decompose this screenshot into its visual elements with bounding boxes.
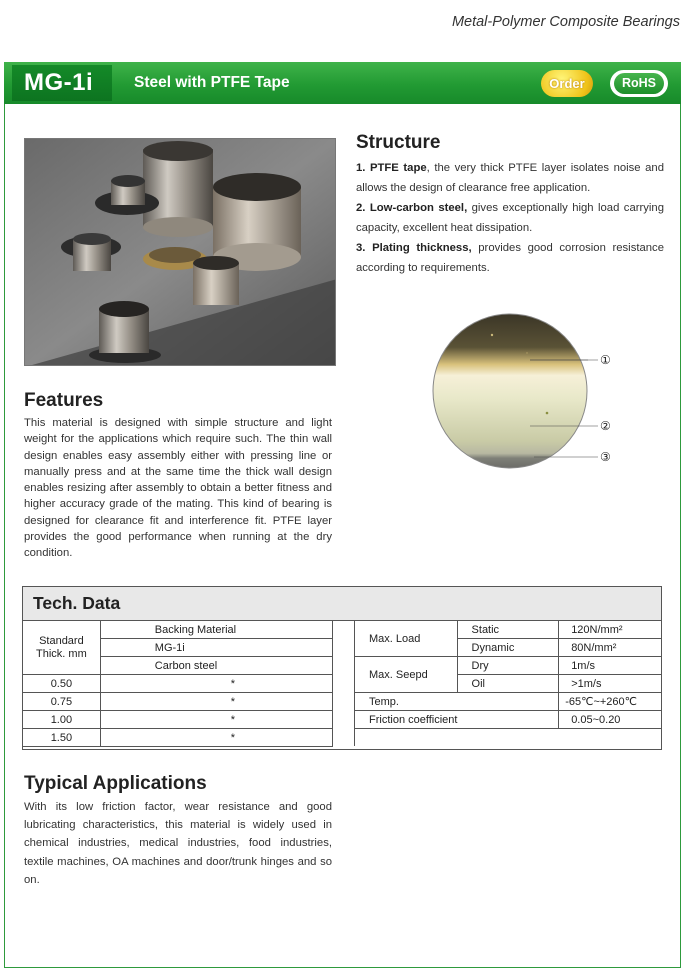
table-row bbox=[23, 711, 333, 729]
thickness-value: 0.50 bbox=[23, 675, 101, 693]
structure-item-lead: 1. PTFE tape bbox=[356, 162, 427, 174]
static-label: Static bbox=[457, 621, 559, 639]
table-row bbox=[23, 693, 333, 711]
properties-table bbox=[354, 620, 662, 746]
structure-item-text: provides good corrosion resistance according to requirements. bbox=[356, 242, 664, 274]
temp-value: -65℃~+260℃ bbox=[559, 693, 662, 711]
layer-marker-1: ① bbox=[600, 353, 611, 367]
catalog-title: Metal-Polymer Composite Bearings bbox=[451, 14, 680, 30]
product-photo bbox=[24, 138, 336, 366]
features-title: Features bbox=[24, 390, 104, 411]
applications-text: With its low friction factor, wear resistance and good lubricating characteristics, this material is widely used in chemical industries, medical industries, food industries, textile machines, OA machines and door/trunk hinges and so on. bbox=[24, 801, 332, 886]
product-subtitle: Steel with PTFE Tape bbox=[134, 74, 290, 91]
product-code: MG-1i bbox=[12, 65, 112, 101]
dry-value: 1m/s bbox=[559, 657, 662, 675]
table-row bbox=[23, 729, 333, 747]
temp-label: Temp. bbox=[355, 693, 559, 711]
empty-row bbox=[355, 729, 662, 747]
static-value: 120N/mm² bbox=[559, 621, 662, 639]
tech-data-header bbox=[23, 587, 661, 621]
structure-item bbox=[356, 238, 664, 278]
friction-value: 0.05~0.20 bbox=[559, 711, 662, 729]
friction-label: Friction coefficient bbox=[355, 711, 559, 729]
features-text: This material is designed with simple structure and light weight for the applications which require such. The thin wall design enables easy assembly either with pressing line or manually press and at the same time the thick wall design enables resizing after assembly to obtain a better fitness and higher accuracy grade of the mating. This kind of bearing is designed for clearance fit and interference fit. PTFE layer provides the good performance when running at the dry condition. bbox=[24, 417, 332, 560]
dry-label: Dry bbox=[457, 657, 559, 675]
backing-header: Backing Material bbox=[100, 621, 332, 639]
order-badge[interactable]: Order bbox=[541, 70, 593, 97]
thickness-table bbox=[22, 620, 333, 747]
applications-title: Typical Applications bbox=[24, 773, 207, 794]
layer-marker-2: ② bbox=[600, 419, 611, 433]
bearings-photo-image bbox=[25, 139, 336, 366]
structure-item bbox=[356, 158, 664, 198]
availability-mark: * bbox=[100, 693, 332, 711]
structure-item-lead: 3. Plating thickness, bbox=[356, 242, 472, 254]
structure-title: Structure bbox=[356, 132, 441, 153]
availability-mark: * bbox=[100, 675, 332, 693]
rohs-badge bbox=[610, 70, 668, 97]
thickness-value: 0.75 bbox=[23, 693, 101, 711]
oil-value: >1m/s bbox=[559, 675, 662, 693]
thickness-header: Standard Thick. mm bbox=[23, 621, 101, 675]
structure-item bbox=[356, 198, 664, 238]
structure-list bbox=[356, 158, 664, 278]
layer-marker-3: ③ bbox=[600, 450, 611, 464]
tech-data-panel bbox=[22, 586, 662, 750]
max-load-label: Max. Load bbox=[355, 621, 458, 657]
tech-data-title: Tech. Data bbox=[33, 593, 121, 613]
thickness-value: 1.50 bbox=[23, 729, 101, 747]
material-cell: Carbon steel bbox=[100, 657, 332, 675]
structure-item-lead: 2. Low-carbon steel, bbox=[356, 202, 468, 214]
thickness-value: 1.00 bbox=[23, 711, 101, 729]
dynamic-label: Dynamic bbox=[457, 639, 559, 657]
rohs-badge-label: RoHS bbox=[614, 73, 664, 94]
oil-label: Oil bbox=[457, 675, 559, 693]
availability-mark: * bbox=[100, 711, 332, 729]
availability-mark: * bbox=[100, 729, 332, 747]
table-row bbox=[23, 675, 333, 693]
product-banner bbox=[4, 62, 681, 104]
structure-item-text: gives exceptionally high load carrying capacity, excellent heat dissipation. bbox=[356, 202, 664, 234]
structure-item-text: , the very thick PTFE layer isolates noise and allows the design of clearance free application. bbox=[356, 162, 664, 194]
dynamic-value: 80N/mm² bbox=[559, 639, 662, 657]
max-speed-label: Max. Seepd bbox=[355, 657, 458, 693]
micrograph-leader-lines bbox=[520, 350, 600, 470]
grade-cell: MG-1i bbox=[100, 639, 332, 657]
